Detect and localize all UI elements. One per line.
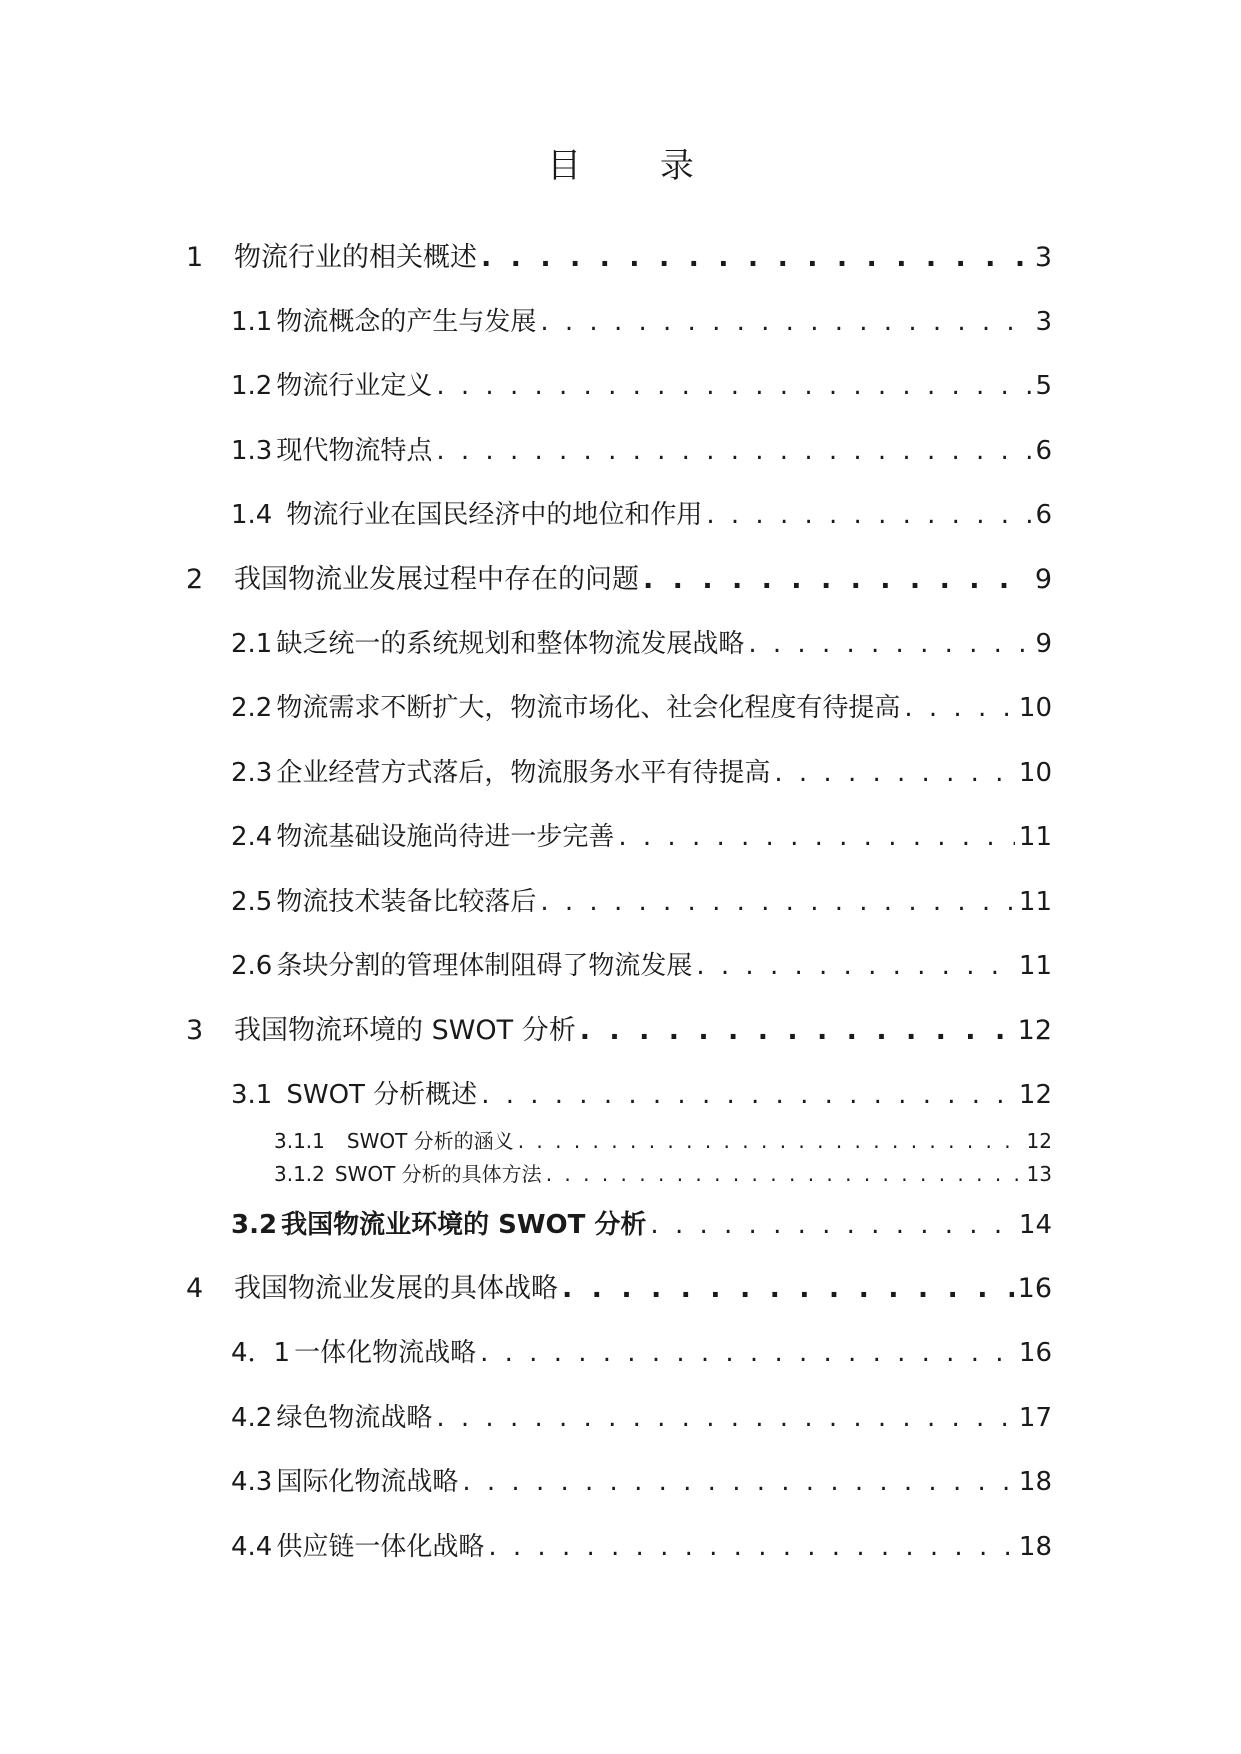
toc-entry-number: 1.3 <box>231 436 273 466</box>
toc-leader-dots <box>462 1464 1015 1500</box>
toc-entry-number: 2.1 <box>231 629 273 659</box>
toc-entry-title: 国际化物流战略 <box>276 1467 459 1497</box>
toc-entry-1-2[interactable] <box>231 368 1052 404</box>
toc-entry-title: SWOT 分析概述 <box>286 1080 478 1110</box>
toc-entry-3-1-1[interactable] <box>274 1128 1052 1154</box>
toc-leader-dots <box>518 1128 1023 1154</box>
toc-entry-title: 条块分割的管理体制阻碍了物流发展 <box>276 951 693 981</box>
toc-entry-number: 2.3 <box>231 758 273 788</box>
toc-leader-dots <box>546 1161 1023 1187</box>
toc-entry-2[interactable] <box>186 562 1052 598</box>
toc-entry-page: 10 <box>1018 758 1052 788</box>
toc-entry-number: 4．1 <box>231 1338 291 1368</box>
toc-entry-1-3[interactable] <box>231 433 1052 469</box>
toc-leader-dots <box>436 433 1031 469</box>
toc-entry-title: 我国物流业环境的 SWOT 分析 <box>281 1210 647 1240</box>
toc-entry-number: 1.2 <box>231 371 273 401</box>
toc-entry-title: 我国物流环境的 SWOT 分析 <box>234 1015 576 1046</box>
toc-entry-number: 4.3 <box>231 1467 273 1497</box>
toc-entry-title: 现代物流特点 <box>276 436 433 466</box>
toc-entry-number: 2.6 <box>231 951 273 981</box>
toc-leader-dots <box>904 690 1015 726</box>
toc-leader-dots <box>706 497 1031 533</box>
toc-entry-page: 9 <box>1035 629 1052 659</box>
toc-entry-3-1[interactable] <box>231 1077 1052 1113</box>
toc-entry-2-4[interactable] <box>231 819 1052 855</box>
toc-entry-number: 2.2 <box>231 693 273 723</box>
toc-leader-dots <box>618 819 1015 855</box>
toc-entry-4-3[interactable] <box>231 1464 1052 1500</box>
toc-entry-page: 3 <box>1034 242 1052 273</box>
toc-entry-title: 物流行业的相关概述 <box>234 242 477 273</box>
toc-leader-dots <box>774 755 1015 791</box>
toc-entry-title: 缺乏统一的系统规划和整体物流发展战略 <box>276 629 745 659</box>
toc-entry-title: 物流行业定义 <box>276 371 433 401</box>
toc-entry-page: 6 <box>1035 436 1052 466</box>
toc-entry-4-4[interactable] <box>231 1529 1052 1565</box>
toc-entry-2-1[interactable] <box>231 626 1052 662</box>
toc-entry-3[interactable] <box>186 1013 1052 1049</box>
toc-entry-page: 14 <box>1018 1210 1052 1240</box>
toc-entry-2-2[interactable] <box>231 690 1052 726</box>
toc-leader-dots <box>481 240 1031 276</box>
toc-leader-dots <box>650 1207 1014 1243</box>
toc-entry-3-1-2[interactable] <box>274 1161 1052 1187</box>
toc-entry-2-6[interactable] <box>231 948 1052 984</box>
toc-leader-dots <box>562 1271 1014 1307</box>
toc-leader-dots <box>748 626 1031 662</box>
toc-entry-number: 3.1.2 <box>274 1162 325 1186</box>
toc-leader-dots <box>480 1335 1015 1371</box>
toc-entry-title: 我国物流业发展过程中存在的问题 <box>234 564 639 595</box>
toc-entry-title: 物流基础设施尚待进一步完善 <box>276 822 615 852</box>
toc-entry-title: SWOT 分析的涵义 <box>346 1129 514 1153</box>
toc-entry-number: 2 <box>186 564 204 595</box>
toc-leader-dots <box>540 304 1031 340</box>
toc-entry-number: 3.1.1 <box>274 1129 325 1153</box>
toc-entry-2-5[interactable] <box>231 884 1052 920</box>
toc-entry-number: 1.4 <box>231 500 273 530</box>
toc-entry-page: 17 <box>1018 1403 1052 1433</box>
toc-leader-dots <box>540 884 1015 920</box>
toc-leader-dots <box>488 1529 1015 1565</box>
toc-entry-title: 物流需求不断扩大，物流市场化、社会化程度有待提高 <box>276 693 901 723</box>
toc-entry-4[interactable] <box>186 1271 1052 1307</box>
toc-entry-number: 4 <box>186 1273 204 1304</box>
toc-entry-page: 16 <box>1018 1338 1052 1368</box>
toc-entry-page: 16 <box>1017 1273 1052 1304</box>
toc-entry-page: 18 <box>1018 1467 1052 1497</box>
page-title: 目 录 <box>547 146 728 186</box>
toc-entry-title: 物流技术装备比较落后 <box>276 887 537 917</box>
toc-entry-2-3[interactable] <box>231 755 1052 791</box>
toc-entry-4-2[interactable] <box>231 1400 1052 1436</box>
toc-entry-page: 12 <box>1026 1129 1052 1153</box>
toc-entry-title: 我国物流业发展的具体战略 <box>234 1273 558 1304</box>
toc-entry-page: 11 <box>1018 887 1052 917</box>
toc-entry-1[interactable] <box>186 240 1052 276</box>
toc-entry-page: 18 <box>1018 1532 1052 1562</box>
toc-entry-number: 2.5 <box>231 887 273 917</box>
toc-entry-page: 9 <box>1034 564 1052 595</box>
toc-entry-page: 10 <box>1018 693 1052 723</box>
toc-entry-page: 12 <box>1017 1015 1052 1046</box>
toc-entry-1-4[interactable] <box>231 497 1052 533</box>
toc-entry-number: 3.2 <box>231 1210 278 1240</box>
toc-entry-title: SWOT 分析的具体方法 <box>334 1162 542 1186</box>
toc-entry-number: 2.4 <box>231 822 273 852</box>
toc-entry-number: 1 <box>186 242 204 273</box>
toc-entry-number: 3 <box>186 1015 204 1046</box>
toc-entry-page: 11 <box>1018 951 1052 981</box>
toc-entry-number: 4.4 <box>231 1532 273 1562</box>
toc-entry-3-2[interactable] <box>231 1207 1052 1243</box>
toc-entry-title: 企业经营方式落后，物流服务水平有待提高 <box>276 758 771 788</box>
toc-leader-dots <box>436 368 1031 404</box>
toc-entry-number: 4.2 <box>231 1403 273 1433</box>
toc-entry-number: 3.1 <box>231 1080 273 1110</box>
toc-entry-title: 一体化物流战略 <box>294 1338 477 1368</box>
toc-entry-page: 13 <box>1026 1162 1052 1186</box>
toc-entry-page: 11 <box>1018 822 1052 852</box>
toc-leader-dots <box>436 1400 1015 1436</box>
toc-entry-title: 物流概念的产生与发展 <box>276 307 537 337</box>
toc-entry-title: 物流行业在国民经济中的地位和作用 <box>286 500 703 530</box>
toc-entry-4-1[interactable] <box>231 1335 1052 1371</box>
toc-entry-title: 绿色物流战略 <box>276 1403 433 1433</box>
toc-leader-dots <box>643 562 1031 598</box>
toc-entry-title: 供应链一体化战略 <box>276 1532 485 1562</box>
toc-entry-page: 3 <box>1035 307 1052 337</box>
toc-entry-page: 12 <box>1018 1080 1052 1110</box>
toc-entry-page: 5 <box>1035 371 1052 401</box>
toc-leader-dots <box>580 1013 1014 1049</box>
toc-entry-page: 6 <box>1035 500 1052 530</box>
toc-leader-dots <box>696 948 1015 984</box>
toc-entry-number: 1.1 <box>231 307 273 337</box>
toc-entry-1-1[interactable] <box>231 304 1052 340</box>
toc-leader-dots <box>481 1077 1015 1113</box>
